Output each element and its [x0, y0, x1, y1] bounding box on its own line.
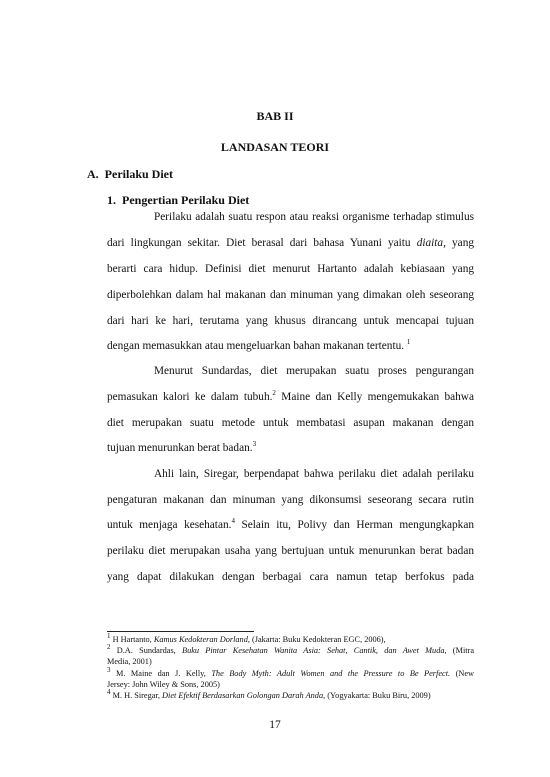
footnote-4: $^4$ M. H. Siregar, Diet Efektif Berdasarkan Golongan Darah Anda, (Yogyakarta: Buku Biru, 2009) — [107, 688, 431, 700]
footnote-3-cont: Jersey: John Wiley & Sons, 2005) — [107, 680, 220, 689]
chapter-title: LANDASAN TEORI — [220, 140, 330, 154]
paragraph-line: perilaku diet merupakan usaha yang bertujuan untuk menurunkan berat badan — [107, 545, 474, 557]
page-number: 17 — [269, 719, 281, 731]
subsection-title: Pengertian Perilaku Diet — [122, 193, 250, 207]
footnote-separator — [107, 631, 254, 632]
subsection-label: 1. — [107, 193, 116, 207]
footnote-2-cont: Media, 2001) — [107, 657, 152, 666]
paragraph-line: pengaturan makanan dan minuman yang dikonsumsi seseorang secara rutin — [107, 494, 474, 506]
paragraph-line: Ahli lain, Siregar, berpendapat bahwa perilaku diet adalah perilaku — [154, 468, 474, 480]
paragraph-line: dengan memasukkan atau mengeluarkan bahan makanan tertentu. $^1$ — [107, 338, 411, 352]
paragraph-line: Perilaku adalah suatu respon atau reaksi organisme terhadap stimulus — [154, 211, 474, 223]
foreign-term: diaita, — [416, 237, 446, 249]
paragraph-line: pemasukan kalori ke dalam tubuh.$^2$ Maine dan Kelly mengemukakan bahwa — [107, 389, 474, 403]
section-heading — [87, 167, 173, 182]
footnote-ref: 1 — [406, 338, 411, 347]
footnote-2: $^2$ D.A. Sundardas, Buku Pintar Kesehatan Wanita Asia: Sehat, Cantik, dan Awet Muda, (Mitra — [107, 643, 474, 655]
footnote-ref: 2 — [272, 389, 276, 398]
paragraph-line: dari lingkungan sekitar. Diet berasal dari bahasa Yunani yaitu diaita, yang — [107, 237, 474, 249]
subsection-heading — [107, 193, 249, 208]
paragraph-line: diperbolehkan dalam hal makanan dan minuman yang dimakan oleh seseorang — [107, 289, 474, 301]
footnote-3: $^3$ M. Maine dan J. Kelly, The Body Myth: Adult Women and the Pressure to Be Perfect. (New — [107, 666, 475, 678]
paragraph-line: untuk menjaga kesehatan.$^4$ Selain itu, Polivy dan Herman mengungkapkan — [107, 517, 474, 531]
footnote-1: $^1$ H Hartanto, Kamus Kedokteran Dorland, (Jakarta: Buku Kedokteran EGC, 2006), — [107, 632, 386, 644]
footnote-ref: 4 — [231, 517, 235, 526]
paragraph-line: yang dapat dilakukan dengan berbagai cara namun tetap berfokus pada — [107, 571, 474, 583]
chapter-number: BAB II — [256, 109, 294, 123]
paragraph-line: tujuan menurunkan berat badan.$^3$ — [107, 440, 257, 454]
paragraph-line: Menurut Sundardas, diet merupakan suatu proses pengurangan — [154, 365, 474, 377]
section-title: Perilaku Diet — [104, 167, 173, 181]
paragraph-line: dari hari ke hari, terutama yang khusus dirancang untuk mencapai tujuan — [107, 315, 474, 327]
section-label: A. — [87, 167, 99, 181]
paragraph-line: berarti cara hidup. Definisi diet menurut Hartanto adalah kebiasaan yang — [107, 263, 474, 275]
footnote-ref: 3 — [252, 440, 257, 449]
paragraph-line: diet merupakan suatu metode untuk membatasi asupan makanan dengan — [107, 417, 474, 429]
